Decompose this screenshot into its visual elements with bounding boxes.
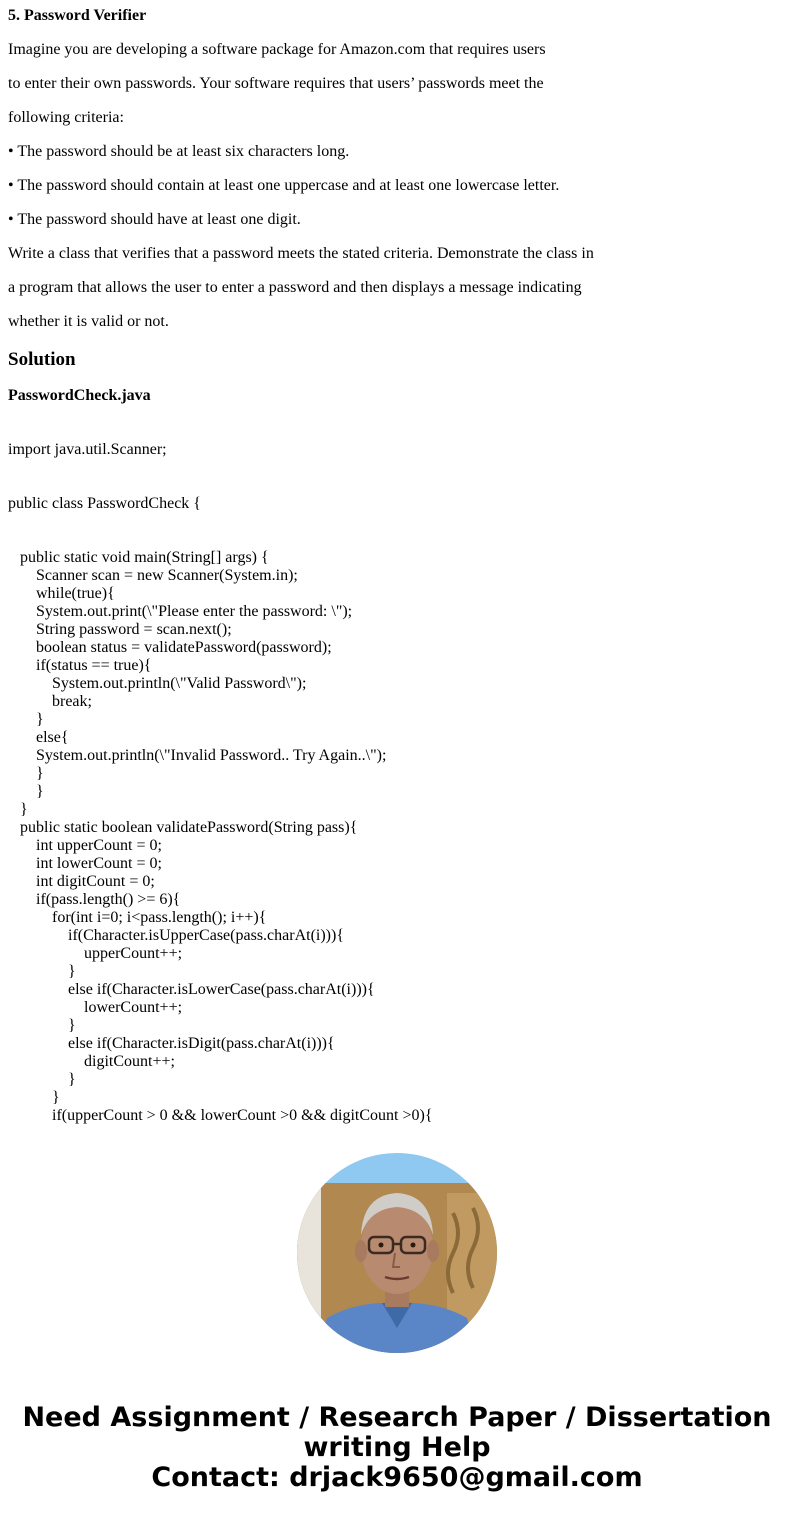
- code-blank-line: [8, 531, 778, 549]
- file-name: PasswordCheck.java: [8, 387, 151, 404]
- code-line: System.out.println(\"Valid Password\");: [8, 675, 307, 692]
- criteria-item: • The password should contain at least one uppercase and at least one lowercase letter.: [8, 177, 560, 194]
- code-line: }: [8, 801, 28, 818]
- code-line: if(upperCount > 0 && lowerCount >0 && digitCount >0){: [8, 1107, 433, 1124]
- problem-line: Imagine you are developing a software package for Amazon.com that requires users: [8, 41, 546, 58]
- code-line: Scanner scan = new Scanner(System.in);: [8, 567, 298, 584]
- problem-title: 5. Password Verifier: [8, 7, 147, 24]
- problem-line: whether it is valid or not.: [8, 313, 169, 330]
- author-photo-icon: [297, 1153, 497, 1353]
- problem-line: Write a class that verifies that a password meets the stated criteria. Demonstrate the class in: [8, 245, 594, 262]
- code-line: public static void main(String[] args) {: [8, 549, 269, 566]
- code-line: }: [8, 1071, 76, 1088]
- code-blank-line: [8, 405, 778, 423]
- code-line: int upperCount = 0;: [8, 837, 162, 854]
- code-line: public class PasswordCheck {: [8, 495, 201, 512]
- author-avatar: [297, 1153, 497, 1353]
- code-line: }: [8, 711, 44, 728]
- code-blank-line: [8, 513, 778, 531]
- code-body: [8, 549, 778, 1125]
- code-line: while(true){: [8, 585, 115, 602]
- code-line: }: [8, 1017, 76, 1034]
- problem-line: a program that allows the user to enter a password and then displays a message indicating: [8, 279, 582, 296]
- code-line: boolean status = validatePassword(password);: [8, 639, 332, 656]
- problem-line: to enter their own passwords. Your software requires that users’ passwords meet the: [8, 75, 544, 92]
- code-line: for(int i=0; i<pass.length(); i++){: [8, 909, 267, 926]
- document: [8, 0, 778, 1125]
- code-line: else if(Character.isLowerCase(pass.charAt(i))){: [8, 981, 375, 998]
- code-line: System.out.print(\"Please enter the password: \");: [8, 603, 353, 620]
- code-line: }: [8, 963, 76, 980]
- code-line: int digitCount = 0;: [8, 873, 155, 890]
- code-line: digitCount++;: [8, 1053, 175, 1070]
- criteria-item: • The password should be at least six characters long.: [8, 143, 350, 160]
- code-line: else if(Character.isDigit(pass.charAt(i))){: [8, 1035, 335, 1052]
- criteria-item: • The password should have at least one digit.: [8, 211, 301, 228]
- code-line: break;: [8, 693, 92, 710]
- code-line: if(status == true){: [8, 657, 152, 674]
- problem-line: following criteria:: [8, 109, 124, 126]
- footer-banner: [0, 1403, 794, 1493]
- code-blank-line: [8, 477, 778, 495]
- code-line: System.out.println(\"Invalid Password.. Try Again..\");: [8, 747, 387, 764]
- footer-contact: Contact: drjack9650@gmail.com: [151, 1462, 643, 1493]
- solution-heading: Solution: [8, 349, 76, 370]
- code-line: else{: [8, 729, 69, 746]
- code-line: }: [8, 1089, 60, 1106]
- code-line: import java.util.Scanner;: [8, 441, 167, 458]
- code-blank-line: [8, 459, 778, 477]
- code-line: }: [8, 783, 44, 800]
- code-blank-line: [8, 423, 778, 441]
- code-line: }: [8, 765, 44, 782]
- code-block: [8, 405, 778, 1125]
- code-line: lowerCount++;: [8, 999, 183, 1016]
- code-line: int lowerCount = 0;: [8, 855, 162, 872]
- code-line: upperCount++;: [8, 945, 183, 962]
- code-line: String password = scan.next();: [8, 621, 232, 638]
- footer-line: Need Assignment / Research Paper / Dissertation: [22, 1402, 772, 1433]
- footer-line: writing Help: [303, 1432, 491, 1463]
- code-line: if(Character.isUpperCase(pass.charAt(i))){: [8, 927, 345, 944]
- code-line: public static boolean validatePassword(String pass){: [8, 819, 358, 836]
- code-line: if(pass.length() >= 6){: [8, 891, 181, 908]
